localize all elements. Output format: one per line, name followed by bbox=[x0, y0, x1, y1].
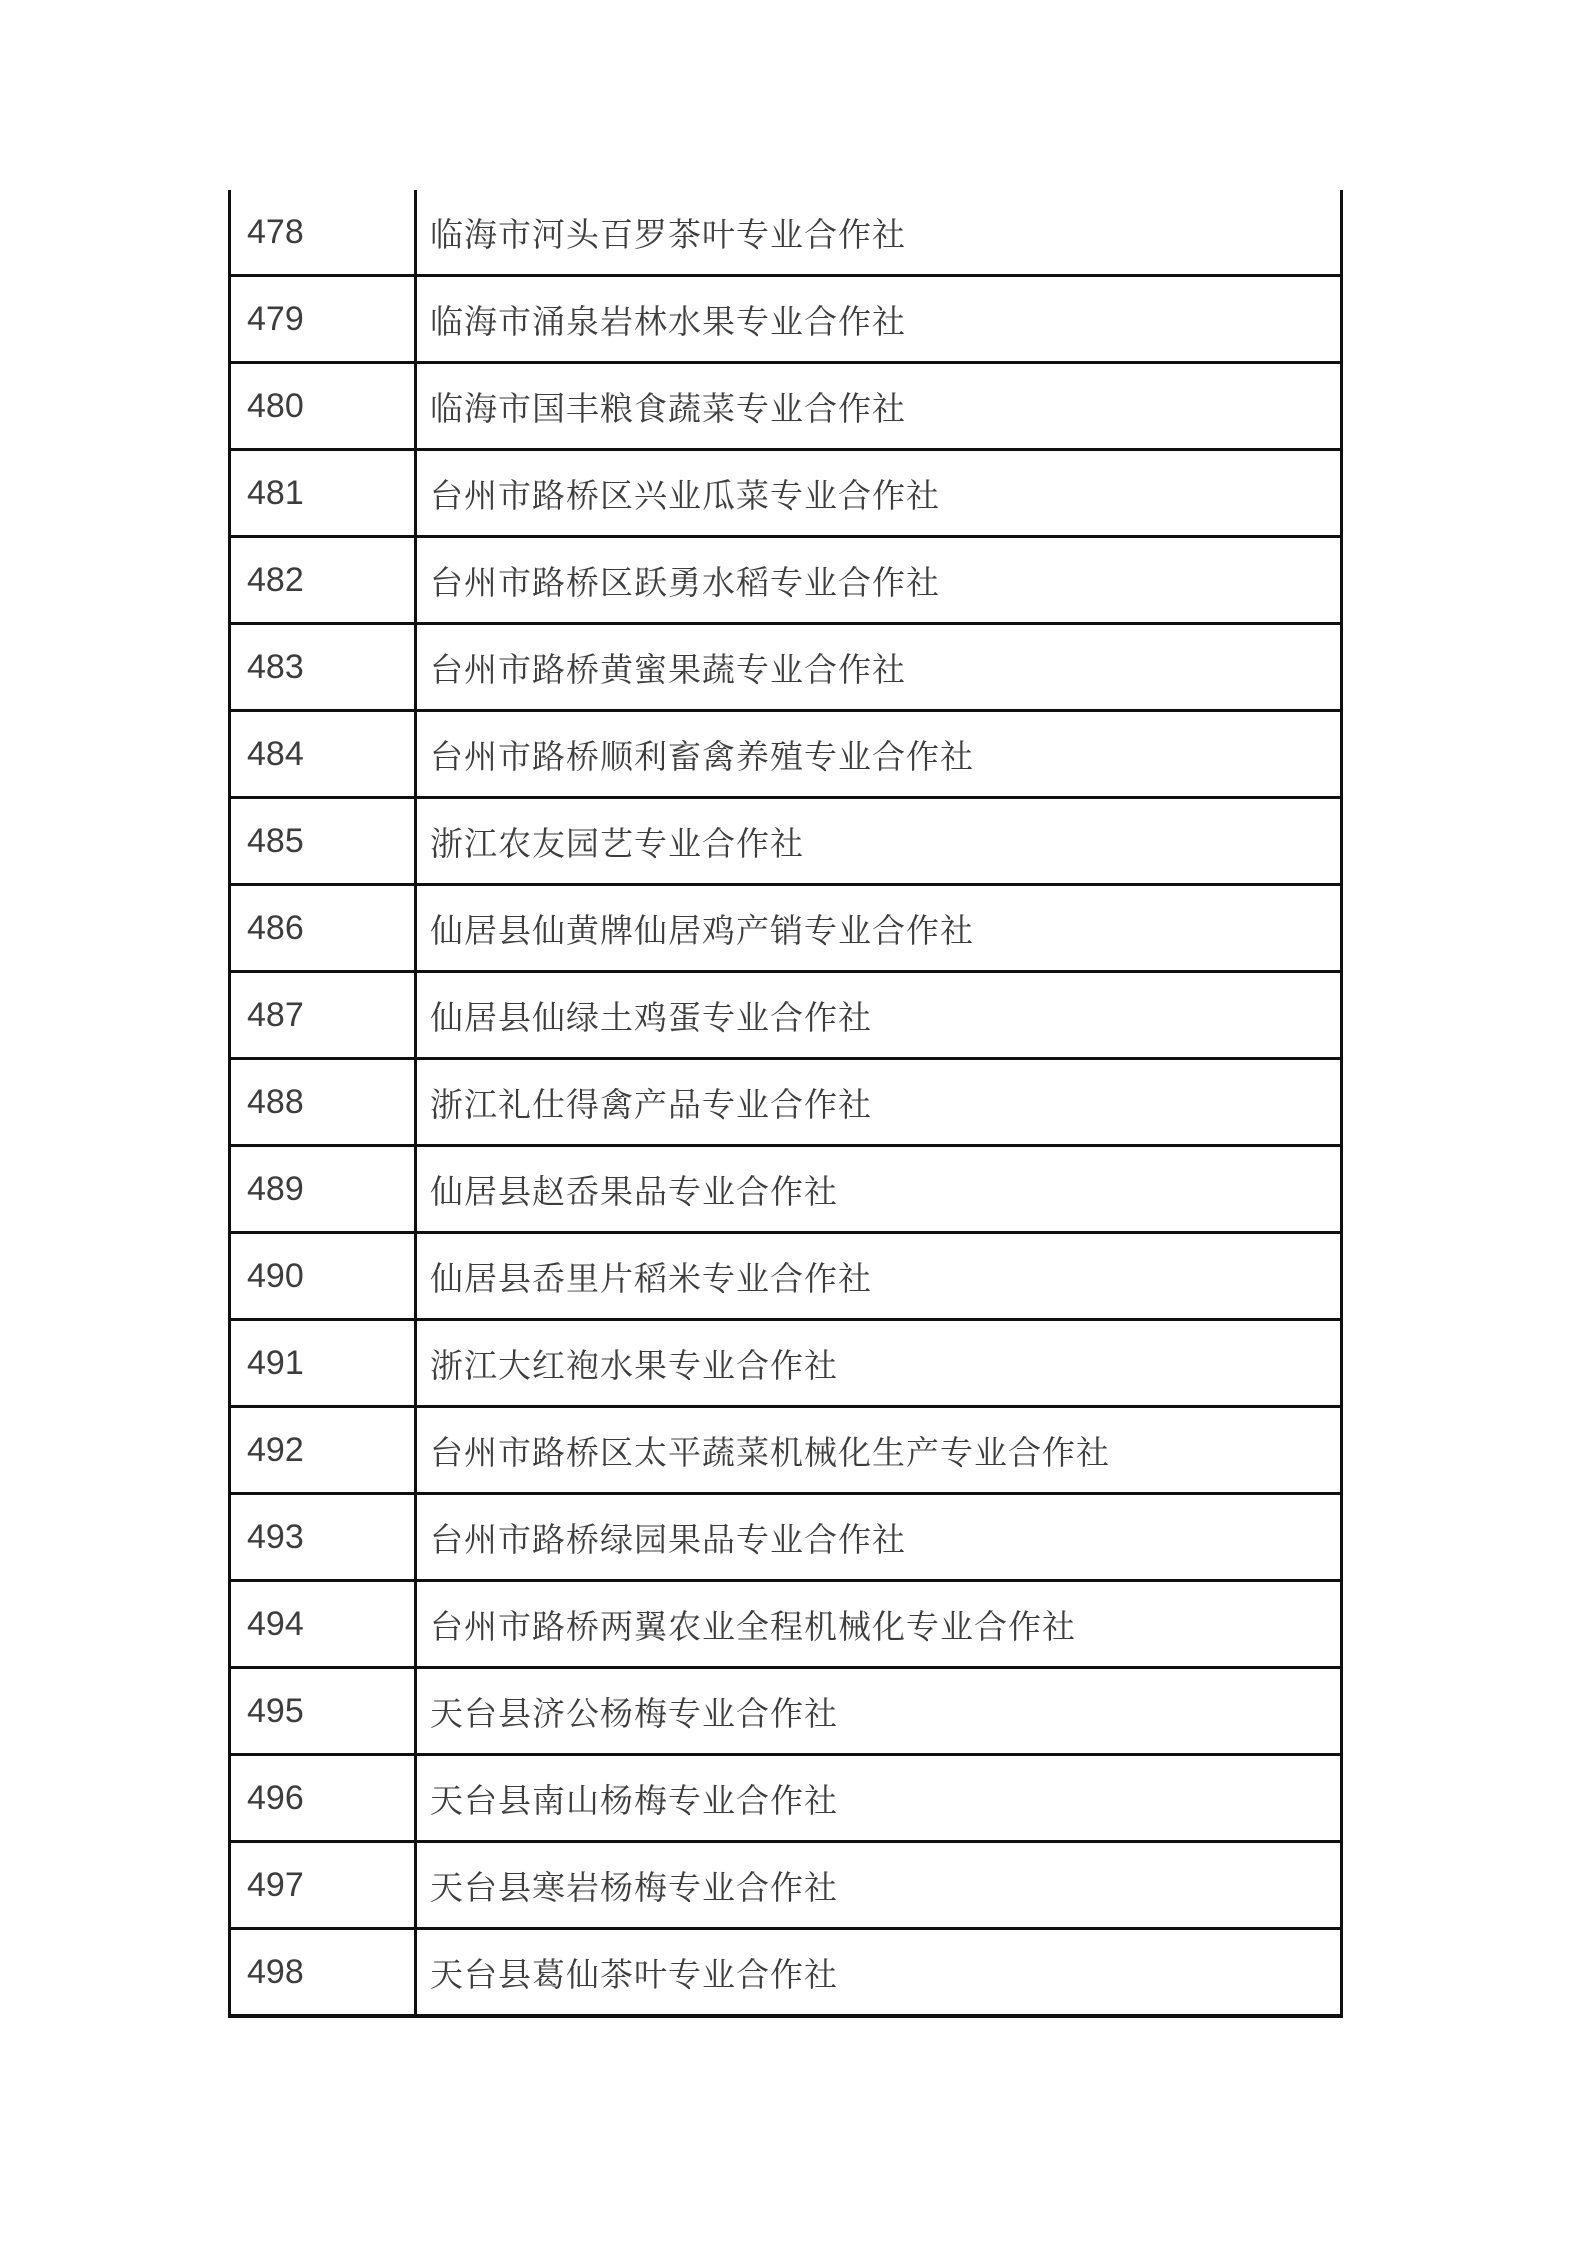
table-row bbox=[230, 1059, 1342, 1146]
cooperative-name: 台州市路桥两翼农业全程机械化专业合作社 bbox=[430, 1607, 1076, 1645]
table-row bbox=[230, 1233, 1342, 1320]
cooperative-name-cell bbox=[416, 1668, 1342, 1755]
cooperative-name-cell bbox=[416, 1494, 1342, 1581]
cooperative-name: 浙江大红袍水果专业合作社 bbox=[430, 1346, 838, 1384]
cooperative-name: 台州市路桥区兴业瓜菜专业合作社 bbox=[430, 476, 940, 514]
table-row bbox=[230, 1320, 1342, 1407]
cooperative-name-cell bbox=[416, 190, 1342, 276]
row-number: 490 bbox=[247, 1256, 304, 1295]
row-number: 498 bbox=[247, 1952, 304, 1991]
row-number: 481 bbox=[247, 473, 304, 512]
table-row bbox=[230, 1581, 1342, 1668]
row-number-cell bbox=[230, 190, 416, 276]
row-number-cell bbox=[230, 972, 416, 1059]
table-row bbox=[230, 1146, 1342, 1233]
table-row bbox=[230, 276, 1342, 363]
cooperative-name-cell bbox=[416, 450, 1342, 537]
row-number-cell bbox=[230, 1407, 416, 1494]
table-row bbox=[230, 1407, 1342, 1494]
row-number-cell bbox=[230, 1059, 416, 1146]
cooperative-name-cell bbox=[416, 1929, 1342, 2017]
table-row bbox=[230, 1842, 1342, 1929]
cooperative-name: 仙居县仙黄牌仙居鸡产销专业合作社 bbox=[430, 911, 974, 949]
row-number-cell bbox=[230, 1494, 416, 1581]
cooperative-name: 临海市河头百罗茶叶专业合作社 bbox=[430, 215, 906, 253]
cooperative-name: 浙江农友园艺专业合作社 bbox=[430, 824, 804, 862]
table-row bbox=[230, 1929, 1342, 2017]
cooperative-name-cell bbox=[416, 1233, 1342, 1320]
table-row bbox=[230, 972, 1342, 1059]
table-row bbox=[230, 450, 1342, 537]
cooperative-name-cell bbox=[416, 711, 1342, 798]
row-number-cell bbox=[230, 1929, 416, 2017]
cooperative-name: 天台县济公杨梅专业合作社 bbox=[430, 1694, 838, 1732]
row-number: 493 bbox=[247, 1517, 304, 1556]
cooperative-name: 天台县葛仙茶叶专业合作社 bbox=[430, 1955, 838, 1993]
row-number-cell bbox=[230, 450, 416, 537]
row-number: 478 bbox=[247, 212, 304, 251]
row-number-cell bbox=[230, 276, 416, 363]
cooperative-name-cell bbox=[416, 1320, 1342, 1407]
row-number: 494 bbox=[247, 1604, 304, 1643]
table-row bbox=[230, 885, 1342, 972]
row-number-cell bbox=[230, 537, 416, 624]
cooperative-name: 天台县寒岩杨梅专业合作社 bbox=[430, 1868, 838, 1906]
row-number-cell bbox=[230, 711, 416, 798]
row-number: 488 bbox=[247, 1082, 304, 1121]
cooperative-name: 浙江礼仕得禽产品专业合作社 bbox=[430, 1085, 872, 1123]
cooperative-name-cell bbox=[416, 1059, 1342, 1146]
row-number: 495 bbox=[247, 1691, 304, 1730]
cooperative-name-cell bbox=[416, 1581, 1342, 1668]
table-row bbox=[230, 1755, 1342, 1842]
row-number: 484 bbox=[247, 734, 304, 773]
row-number: 492 bbox=[247, 1430, 304, 1469]
row-number: 486 bbox=[247, 908, 304, 947]
cooperative-name-cell bbox=[416, 1755, 1342, 1842]
cooperative-name-cell bbox=[416, 798, 1342, 885]
cooperative-name-cell bbox=[416, 537, 1342, 624]
row-number-cell bbox=[230, 1320, 416, 1407]
row-number-cell bbox=[230, 363, 416, 450]
cooperative-name: 台州市路桥黄蜜果蔬专业合作社 bbox=[430, 650, 906, 688]
row-number-cell bbox=[230, 798, 416, 885]
cooperative-name: 仙居县岙里片稻米专业合作社 bbox=[430, 1259, 872, 1297]
row-number: 496 bbox=[247, 1778, 304, 1817]
cooperative-name: 仙居县赵岙果品专业合作社 bbox=[430, 1172, 838, 1210]
cooperative-name: 台州市路桥区跃勇水稻专业合作社 bbox=[430, 563, 940, 601]
cooperative-table bbox=[228, 190, 1343, 2018]
table-row bbox=[230, 711, 1342, 798]
row-number: 489 bbox=[247, 1169, 304, 1208]
table-row bbox=[230, 537, 1342, 624]
row-number: 483 bbox=[247, 647, 304, 686]
row-number-cell bbox=[230, 1842, 416, 1929]
cooperative-name-cell bbox=[416, 276, 1342, 363]
cooperative-name: 台州市路桥顺利畜禽养殖专业合作社 bbox=[430, 737, 974, 775]
table-row bbox=[230, 363, 1342, 450]
cooperative-name-cell bbox=[416, 885, 1342, 972]
row-number: 480 bbox=[247, 386, 304, 425]
row-number-cell bbox=[230, 624, 416, 711]
row-number-cell bbox=[230, 1581, 416, 1668]
table-row bbox=[230, 624, 1342, 711]
row-number-cell bbox=[230, 1233, 416, 1320]
cooperative-name-cell bbox=[416, 1146, 1342, 1233]
row-number: 482 bbox=[247, 560, 304, 599]
table-row bbox=[230, 190, 1342, 276]
cooperative-name-cell bbox=[416, 1842, 1342, 1929]
row-number: 497 bbox=[247, 1865, 304, 1904]
row-number: 485 bbox=[247, 821, 304, 860]
row-number: 479 bbox=[247, 299, 304, 338]
row-number-cell bbox=[230, 1668, 416, 1755]
cooperative-name-cell bbox=[416, 1407, 1342, 1494]
cooperative-name: 仙居县仙绿土鸡蛋专业合作社 bbox=[430, 998, 872, 1036]
table-row bbox=[230, 1494, 1342, 1581]
cooperative-name: 临海市涌泉岩林水果专业合作社 bbox=[430, 302, 906, 340]
row-number: 487 bbox=[247, 995, 304, 1034]
cooperative-name: 天台县南山杨梅专业合作社 bbox=[430, 1781, 838, 1819]
cooperative-name-cell bbox=[416, 972, 1342, 1059]
table-row bbox=[230, 1668, 1342, 1755]
cooperative-name-cell bbox=[416, 624, 1342, 711]
cooperative-name-cell bbox=[416, 363, 1342, 450]
row-number-cell bbox=[230, 1755, 416, 1842]
row-number: 491 bbox=[247, 1343, 304, 1382]
cooperative-name: 临海市国丰粮食蔬菜专业合作社 bbox=[430, 389, 906, 427]
table-row bbox=[230, 798, 1342, 885]
cooperative-name: 台州市路桥绿园果品专业合作社 bbox=[430, 1520, 906, 1558]
row-number-cell bbox=[230, 885, 416, 972]
cooperative-name: 台州市路桥区太平蔬菜机械化生产专业合作社 bbox=[430, 1433, 1110, 1471]
row-number-cell bbox=[230, 1146, 416, 1233]
